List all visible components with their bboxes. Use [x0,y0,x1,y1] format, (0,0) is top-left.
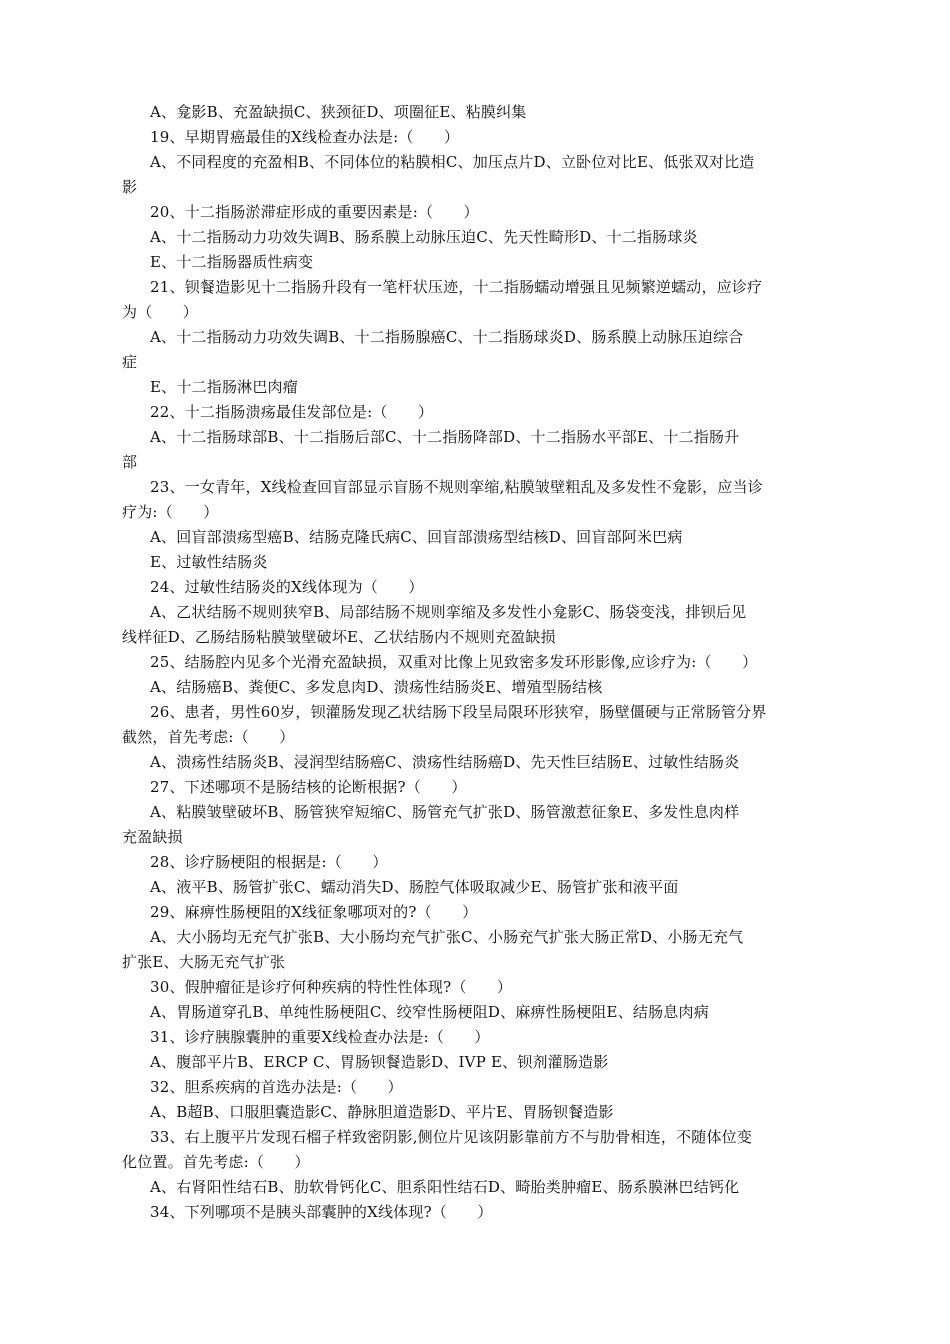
text-line: 28、诊疗肠梗阻的根据是:（ ） [150,853,388,871]
text-line: 19、早期胃癌最佳的X线检查办法是:（ ） [150,128,460,146]
text-line: 22、十二指肠溃疡最佳发部位是:（ ） [150,403,434,421]
text-line: 部 [122,453,138,471]
text-line: 25、结肠腔内见多个光滑充盈缺损，双重对比像上见致密多发环形影像,应诊疗为:（ ） [150,653,758,671]
text-line: 27、下述哪项不是肠结核的论断根据?（ ） [150,778,467,796]
text-line: A、右肾阳性结石B、肋软骨钙化C、胆系阳性结石D、畸胎类肿瘤E、肠系膜淋巴结钙化 [150,1178,740,1196]
text-line: 24、过敏性结肠炎的X线体现为（ ） [150,578,424,596]
text-line: 为（ ） [122,303,199,321]
text-line: A、不同程度的充盈相B、不同体位的粘膜相C、加压点片D、立卧位对比E、低张双对比造 [150,153,755,171]
text-line: A、液平B、肠管扩张C、蠕动消失D、肠腔气体吸取减少E、肠管扩张和液平面 [150,878,679,896]
text-line: 化位置。首先考虑:（ ） [122,1153,310,1171]
text-line: 30、假肿瘤征是诊疗何种疾病的特性性体现?（ ） [150,978,513,996]
text-line: A、十二指肠球部B、十二指肠后部C、十二指肠降部D、十二指肠水平部E、十二指肠升 [150,428,740,446]
text-line: 线样征D、乙肠结肠粘膜皱壁破坏E、乙状结肠内不规则充盈缺损 [122,628,556,646]
text-line: A、十二指肠动力功效失调B、肠系膜上动脉压迫C、先天性畸形D、十二指肠球炎 [150,228,698,246]
text-line: E、十二指肠淋巴肉瘤 [150,378,298,396]
text-line: 31、诊疗胰腺囊肿的重要X线检查办法是:（ ） [150,1028,490,1046]
text-line: 26、患者，男性60岁，钡灌肠发现乙状结肠下段呈局限环形狭窄，肠壁僵硬与正常肠管分界 [150,703,767,721]
text-line: 扩张E、大肠无充气扩张 [122,953,286,971]
text-line: A、大小肠均无充气扩张B、大小肠均充气扩张C、小肠充气扩张大肠正常D、小肠无充气 [150,928,744,946]
text-line: 20、十二指肠淤滞症形成的重要因素是:（ ） [150,203,479,221]
text-line: E、十二指肠器质性病变 [150,253,314,271]
text-line: A、回盲部溃疡型癌B、结肠克隆氏病C、回盲部溃疡型结核D、回盲部阿米巴病 [150,528,683,546]
text-line: 32、胆系疾病的首选办法是:（ ） [150,1078,403,1096]
text-line: 23、一女青年，X线检查回盲部显示盲肠不规则挛缩,粘膜皱壁粗乱及多发性不龛影，应当诊 [150,478,763,496]
text-line: 34、下列哪项不是胰头部囊肿的X线体现?（ ） [150,1203,493,1221]
text-line: 影 [122,178,138,196]
text-line: A、结肠癌B、粪便C、多发息肉D、溃疡性结肠炎E、增殖型肠结核 [150,678,603,696]
text-line: A、溃疡性结肠炎B、浸润型结肠癌C、溃疡性结肠癌D、先天性巨结肠E、过敏性结肠炎 [150,753,740,771]
text-line: 截然，首先考虑:（ ） [122,728,295,746]
text-line: A、粘膜皱壁破坏B、肠管狭窄短缩C、肠管充气扩张D、肠管激惹征象E、多发性息肉样 [150,803,740,821]
text-line: 疗为:（ ） [122,503,219,521]
text-line: A、胃肠道穿孔B、单纯性肠梗阻C、绞窄性肠梗阻D、麻痹性肠梗阻E、结肠息肉病 [150,1003,709,1021]
text-line: A、乙状结肠不规则狭窄B、局部结肠不规则挛缩及多发性小龛影C、肠袋变浅，排钡后见 [150,603,747,621]
text-line: A、腹部平片B、ERCP C、胃肠钡餐造影D、IVP E、钡剂灌肠造影 [150,1053,609,1071]
text-line: 29、麻痹性肠梗阻的X线征象哪项对的?（ ） [150,903,478,921]
text-line: 充盈缺损 [122,828,183,846]
text-line: 21、钡餐造影见十二指肠升段有一笔杆状压迹，十二指肠蠕动增强且见频繁逆蠕动，应诊疗 [150,278,763,296]
text-line: 症 [122,353,138,371]
question-text-body [122,100,834,1225]
text-line: E、过敏性结肠炎 [150,553,268,571]
text-line: A、龛影B、充盈缺损C、狭颈征D、项圈征E、粘膜纠集 [150,103,527,121]
text-line: 33、右上腹平片发现石榴子样致密阴影,侧位片见该阴影靠前方不与肋骨相连，不随体位变 [150,1128,753,1146]
text-line: A、B超B、口服胆囊造影C、静脉胆道造影D、平片E、胃肠钡餐造影 [150,1103,614,1121]
text-line: A、十二指肠动力功效失调B、十二指肠腺癌C、十二指肠球炎D、肠系膜上动脉压迫综合 [150,328,744,346]
